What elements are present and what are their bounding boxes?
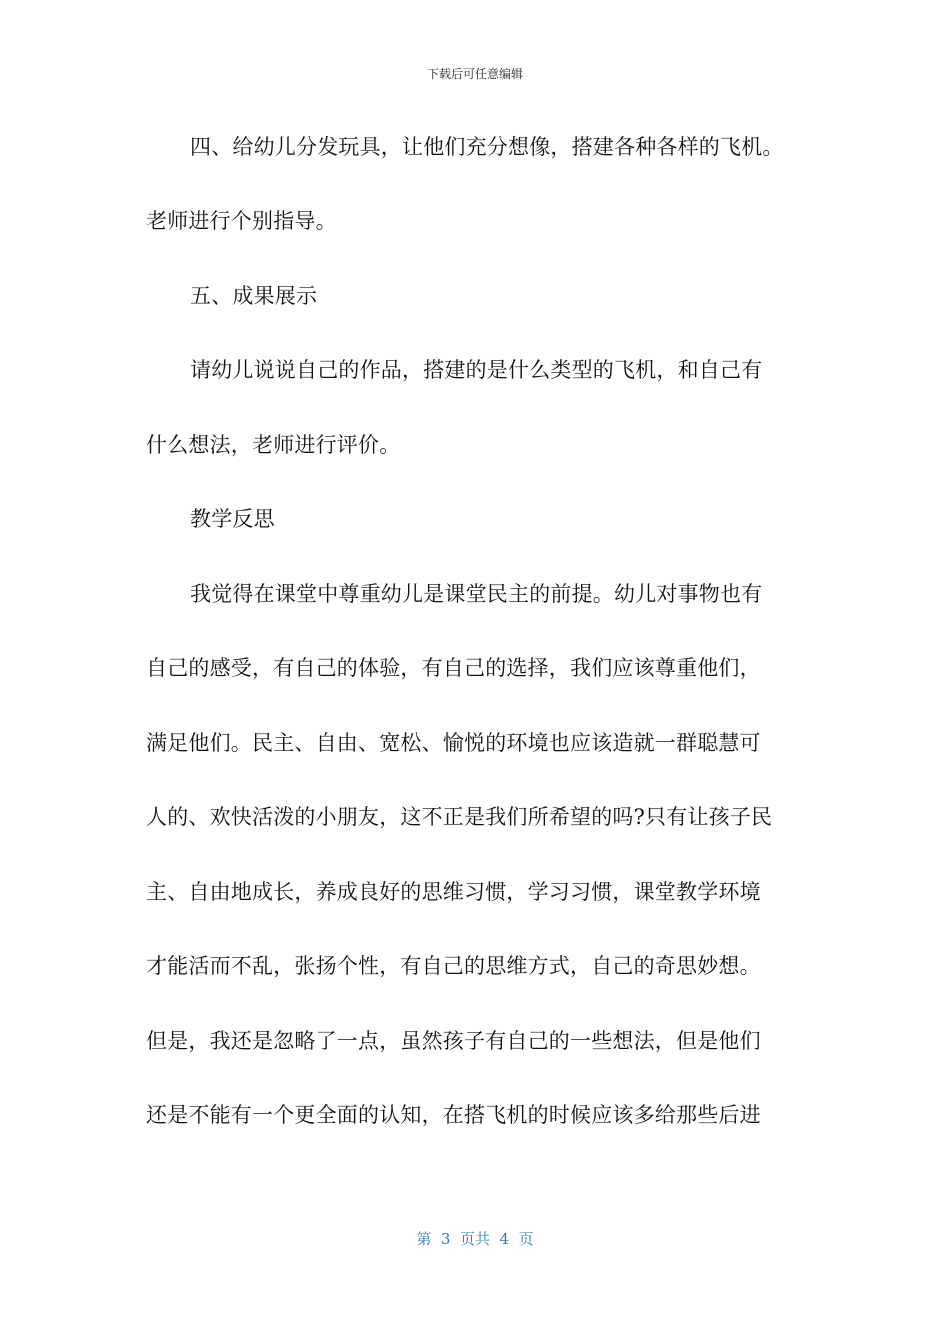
text-line: 还是不能有一个更全面的认知，在搭飞机的时候应该多给那些后进	[146, 1103, 761, 1127]
text-line: 主、自由地成长，养成良好的思维习惯，学习习惯，课堂教学环境	[146, 880, 761, 904]
section-heading: 五、成果展示	[190, 284, 318, 308]
page-number: 第 3 页共 4 页	[416, 1230, 534, 1248]
text-line: 人的、欢快活泼的小朋友，这不正是我们所希望的吗?只有让孩子民	[146, 805, 773, 829]
text-line: 我觉得在课堂中尊重幼儿是课堂民主的前提。幼儿对事物也有	[190, 582, 763, 606]
text-line: 满足他们。民主、自由、宽松、愉悦的环境也应该造就一群聪慧可	[146, 731, 761, 755]
text-line: 请幼儿说说自己的作品，搭建的是什么类型的飞机，和自己有	[190, 358, 763, 382]
text-line: 什么想法，老师进行评价。	[146, 433, 401, 457]
text-line: 才能活而不乱，张扬个性，有自己的思维方式，自己的奇思妙想。	[146, 954, 761, 978]
text-line: 但是，我还是忽略了一点，虽然孩子有自己的一些想法，但是他们	[146, 1029, 761, 1053]
text-line: 四、给幼儿分发玩具，让他们充分想像，搭建各种各样的飞机。	[190, 135, 784, 159]
text-line: 老师进行个别指导。	[146, 209, 337, 233]
text-line: 自己的感受，有自己的体验，有自己的选择，我们应该尊重他们，	[146, 656, 761, 680]
section-heading: 教学反思	[190, 507, 275, 531]
page-header: 下载后可任意编辑	[426, 67, 523, 81]
